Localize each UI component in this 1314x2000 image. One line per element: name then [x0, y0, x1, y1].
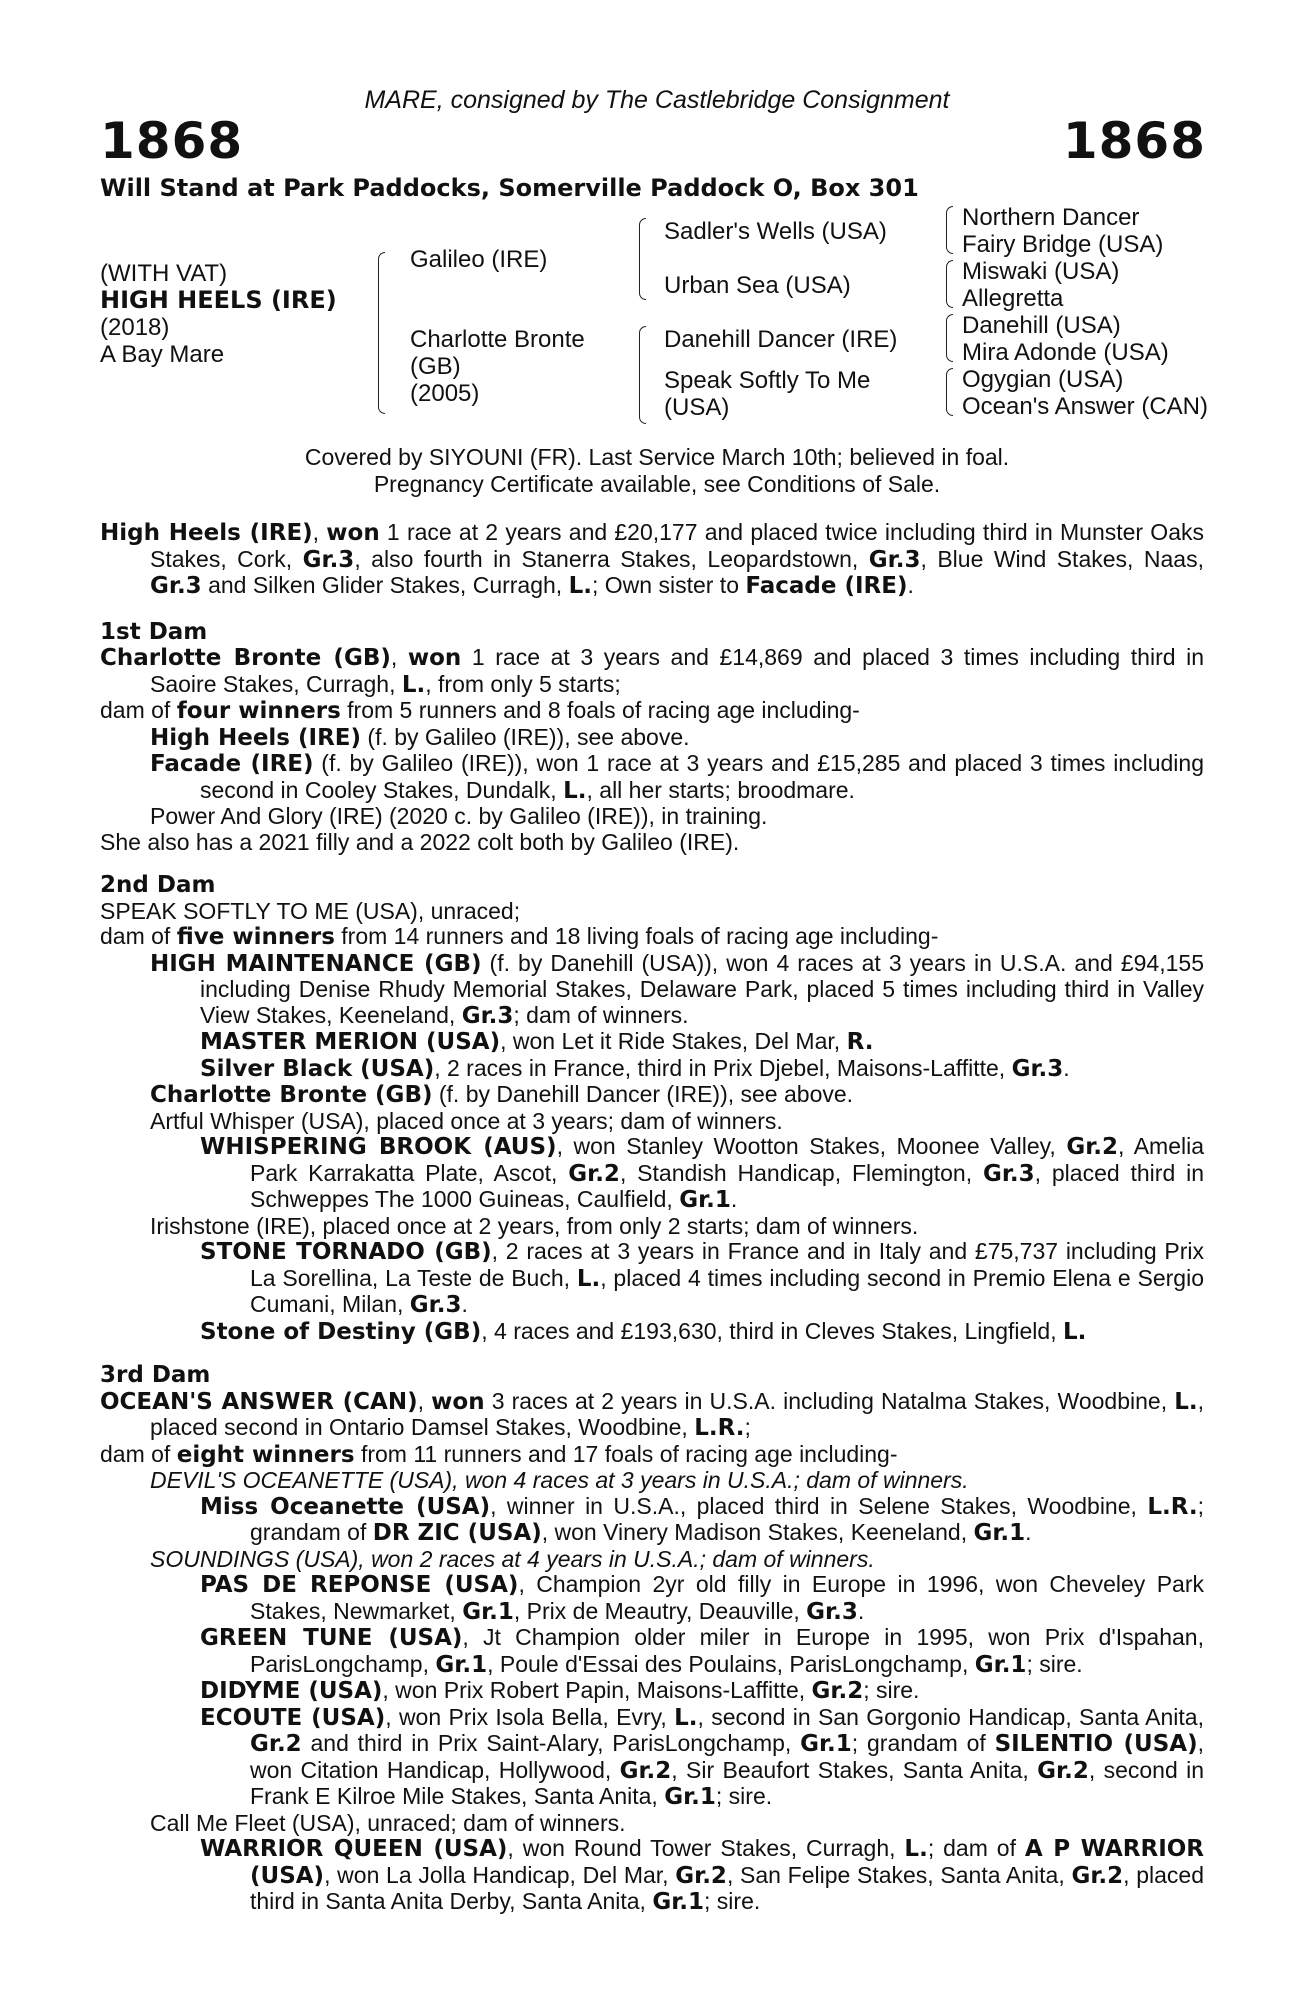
catalogue-body	[100, 520, 1204, 1916]
intro-paragraph: High Heels (IRE), won 1 race at 2 years and £20,177 and placed twice including third in Munster Oaks Stakes, Cork, Gr.3, also fourth in Stanerra Stakes, Leopardstown, Gr.3, Blue Wind Stakes, Naas, Gr.3 and Silken Glider Stakes, Curragh, L.; Own sister to Facade (IRE).	[100, 519, 1204, 599]
horse-name: HIGH HEELS (IRE)	[100, 286, 337, 314]
pedigree-gen3-1: Northern Dancer	[962, 204, 1140, 231]
consignment-line: MARE, consigned by The Castlebridge Consignment	[364, 86, 950, 114]
pedigree-brace-3b	[946, 260, 953, 308]
pedigree-brace-3c	[946, 314, 953, 362]
produce-entry: Power And Glory (IRE) (2020 c. by Galileo (IRE)), in training.	[150, 803, 768, 829]
produce-entry: Call Me Fleet (USA), unraced; dam of winners.	[150, 1809, 626, 1836]
lot-number-left: 1868	[100, 112, 244, 170]
pedigree-dam	[410, 326, 585, 407]
pedigree-dam-dam-country: (USA)	[664, 394, 730, 421]
second-dam-produce-line: dam of five winners from 14 runners and 18 living foals of racing age including-	[100, 923, 939, 950]
covered-line-2: Pregnancy Certificate available, see Conditions of Sale.	[373, 471, 941, 497]
produce-entry: High Heels (IRE) (f. by Galileo (IRE)), see above.	[150, 723, 690, 751]
first-dam-produce-line: dam of four winners from 5 runners and 8 foals of racing age including-	[100, 697, 860, 724]
produce-entry: PAS DE REPONSE (USA), Champion 2yr old filly in Europe in 1996, won Cheveley Park Stakes, Newmarket, Gr.1, Prix de Meautry, Deauville, Gr.3.	[200, 1571, 1204, 1625]
pedigree-gen3-7: Ogygian (USA)	[962, 366, 1124, 393]
produce-entry: HIGH MAINTENANCE (GB) (f. by Danehill (USA)), won 4 races at 3 years in U.S.A. and £94,155 including Denise Rhudy Memorial Stakes, Delaware Park, placed 5 times including third in Valley View Stakes, Keeneland, Gr.3; dam of winners.	[150, 949, 1204, 1029]
produce-entry: Silver Black (USA), 2 races in France, third in Prix Djebel, Maisons-Laffitte, Gr.3.	[200, 1054, 1070, 1082]
produce-entry: Irishstone (IRE), placed once at 2 years, from only 2 starts; dam of winners.	[150, 1212, 919, 1239]
third-dam-produce-line: dam of eight winners from 11 runners and 17 foals of racing age including-	[100, 1440, 898, 1468]
produce-entry: Facade (IRE) (f. by Galileo (IRE)), won 1 race at 3 years and £15,285 and placed 3 times including second in Cooley Stakes, Dundalk, L., all her starts; broodmare.	[150, 750, 1204, 804]
produce-entry: Artful Whisper (USA), placed once at 3 years; dam of winners.	[150, 1107, 783, 1134]
covered-line-1: Covered by SIYOUNI (FR). Last Service March 10th; believed in foal.	[304, 444, 1010, 470]
produce-entry: Stone of Destiny (GB), 4 races and £193,630, third in Cleves Stakes, Lingfield, L.	[200, 1317, 1087, 1345]
pedigree-dam-dam-name: Speak Softly To Me	[664, 367, 871, 394]
produce-entry: GREEN TUNE (USA), Jt Champion older miler in Europe in 1995, won Prix d'Ispahan, ParisLongchamp, Gr.1, Poule d'Essai des Poulains, ParisLongchamp, Gr.1; sire.	[200, 1624, 1204, 1678]
pedigree-dam-name: Charlotte Bronte	[410, 326, 585, 353]
pedigree-brace-3d	[946, 368, 953, 416]
second-dam-heading: 2nd Dam	[100, 872, 216, 898]
pedigree-gen3-4: Allegretta	[962, 285, 1064, 312]
produce-entry: DEVIL'S OCEANETTE (USA), won 4 races at 3 years in U.S.A.; dam of winners.	[150, 1467, 969, 1493]
third-dam-heading: 3rd Dam	[100, 1362, 211, 1388]
produce-entry: WARRIOR QUEEN (USA), won Round Tower Stakes, Curragh, L.; dam of A P WARRIOR (USA), won La Jolla Handicap, Del Mar, Gr.2, San Felipe Stakes, Santa Anita, Gr.2, placed third in Santa Anita Derby, Santa Anita, Gr.1; sire.	[200, 1835, 1205, 1915]
horse-description: A Bay Mare	[100, 341, 225, 368]
lot-number-right: 1868	[1062, 112, 1206, 170]
pedigree-brace-2b	[639, 326, 646, 424]
pedigree-gen3-6: Mira Adonde (USA)	[962, 339, 1169, 366]
horse-year: (2018)	[100, 314, 170, 341]
pedigree-sire-sire: Sadler's Wells (USA)	[664, 218, 887, 245]
pedigree-gen3-2: Fairy Bridge (USA)	[962, 231, 1164, 258]
intro-sister-name: Facade (IRE)	[745, 573, 908, 599]
covered-note	[0, 444, 1314, 498]
produce-entry: ECOUTE (USA), won Prix Isola Bella, Evry, L., second in San Gorgonio Handicap, Santa Anita, Gr.2 and third in Prix Saint-Alary, ParisLongchamp, Gr.1; grandam of SILENTIO (USA), won Citation Handicap, Hollywood, Gr.2, Sir Beaufort Stakes, Santa Anita, Gr.2, second in Frank E Kilroe Mile Stakes, Santa Anita, Gr.1; sire.	[200, 1703, 1204, 1810]
first-dam-heading: 1st Dam	[100, 618, 208, 645]
pedigree-brace-1	[378, 252, 385, 414]
pedigree-dam-sire: Danehill Dancer (IRE)	[664, 326, 898, 353]
third-dam-paragraph: OCEAN'S ANSWER (CAN), won 3 races at 2 years in U.S.A. including Natalma Stakes, Woodbine, L., placed second in Ontario Damsel Stakes, Woodbine, L.R.;	[100, 1387, 1205, 1441]
pedigree-dam-year: (2005)	[410, 380, 480, 407]
pedigree-gen3-3: Miswaki (USA)	[962, 258, 1120, 285]
produce-entry: SOUNDINGS (USA), won 2 races at 4 years in U.S.A.; dam of winners.	[150, 1545, 875, 1572]
produce-entry: MASTER MERION (USA), won Let it Ride Stakes, Del Mar, R.	[200, 1028, 874, 1055]
pedigree-brace-2a	[639, 218, 646, 300]
vat-note: (WITH VAT)	[100, 260, 228, 287]
pedigree-dam-country: (GB)	[410, 353, 461, 380]
stand-location: Will Stand at Park Paddocks, Somerville Paddock O, Box 301	[100, 174, 919, 202]
first-dam-paragraph: Charlotte Bronte (GB), won 1 race at 3 years and £14,869 and placed 3 times including third in Saoire Stakes, Curragh, L., from only 5 starts;	[100, 644, 1205, 698]
pedigree-gen3-8: Ocean's Answer (CAN)	[962, 393, 1208, 420]
first-dam-also: She also has a 2021 filly and a 2022 colt both by Galileo (IRE).	[100, 828, 740, 855]
produce-entry: STONE TORNADO (GB), 2 races at 3 years in France and in Italy and £75,737 including Prix La Sorellina, La Teste de Buch, L., placed 4 times including second in Premio Elena e Sergio Cumani, Milan, Gr.3.	[200, 1238, 1204, 1318]
pedigree-dam-dam	[664, 367, 870, 421]
pedigree-sire-dam: Urban Sea (USA)	[664, 272, 851, 299]
produce-entry: Charlotte Bronte (GB) (f. by Danehill Dancer (IRE)), see above.	[150, 1081, 854, 1108]
produce-entry: Miss Oceanette (USA), winner in U.S.A., placed third in Selene Stakes, Woodbine, L.R.; grandam of DR ZIC (USA), won Vinery Madison Stakes, Keeneland, Gr.1.	[200, 1492, 1204, 1546]
pedigree-brace-3a	[946, 206, 953, 254]
intro-horse-name: High Heels (IRE)	[100, 520, 313, 546]
horse-info	[100, 260, 337, 368]
produce-entry: DIDYME (USA), won Prix Robert Papin, Maisons-Laffitte, Gr.2; sire.	[200, 1677, 920, 1704]
pedigree-gen3-5: Danehill (USA)	[962, 312, 1121, 339]
intro-won: won	[326, 520, 380, 546]
produce-entry: WHISPERING BROOK (AUS), won Stanley Wootton Stakes, Moonee Valley, Gr.2, Amelia Park Karrakatta Plate, Ascot, Gr.2, Standish Handicap, Flemington, Gr.3, placed third in Schweppes The 1000 Guineas, Caulfield, Gr.1.	[200, 1133, 1204, 1213]
second-dam-name: SPEAK SOFTLY TO ME (USA), unraced;	[100, 897, 521, 924]
pedigree-sire: Galileo (IRE)	[410, 246, 548, 273]
